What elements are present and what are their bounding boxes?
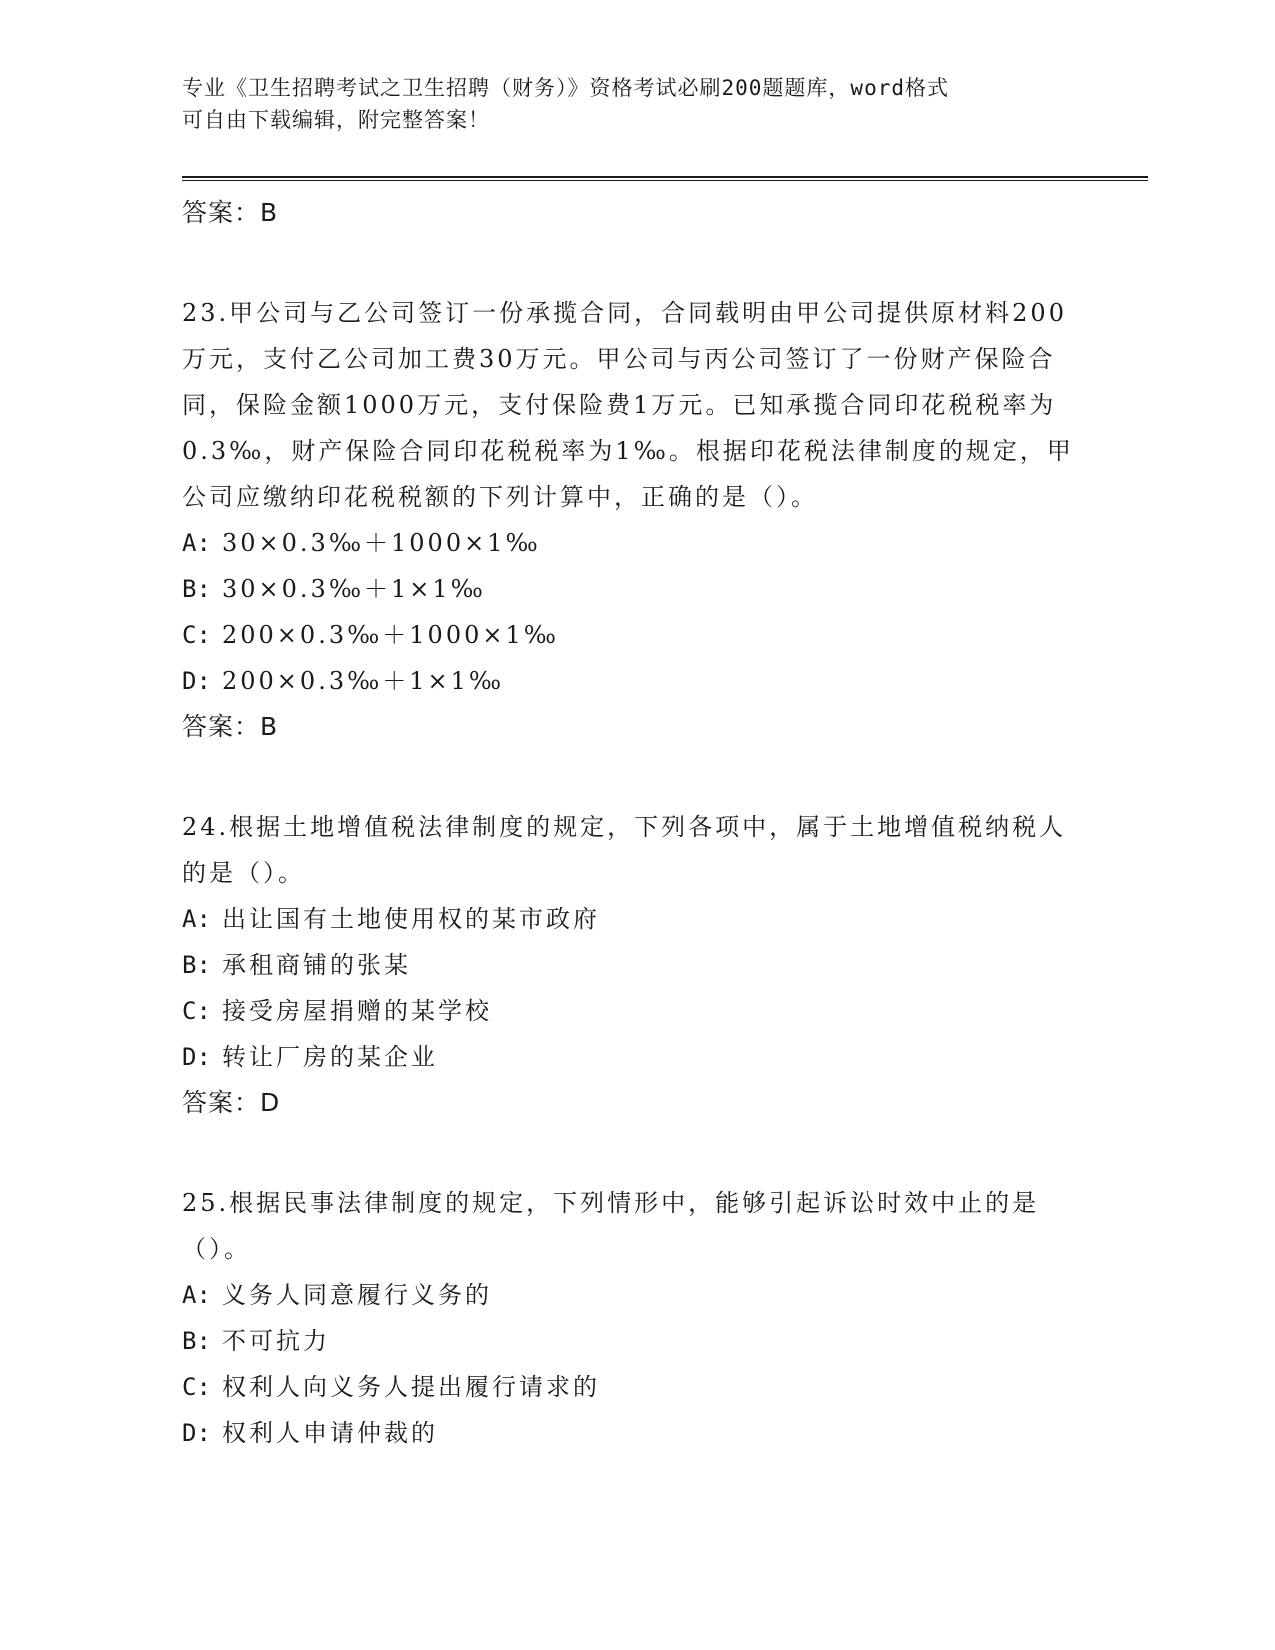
option-b xyxy=(182,942,1082,988)
option-c xyxy=(182,612,1082,658)
header-line-1: 专业《卫生招聘考试之卫生招聘（财务）》资格考试必刷200题题库，word格式 xyxy=(182,76,949,100)
option-b xyxy=(182,566,1082,612)
option-text: 权利人向义务人提出履行请求的 xyxy=(222,1373,600,1401)
question-25 xyxy=(182,1180,1082,1456)
option-text: 权利人申请仲裁的 xyxy=(222,1419,438,1447)
question-24 xyxy=(182,804,1082,1126)
option-text: 200×0.3‰＋1×1‰ xyxy=(222,667,505,695)
option-letter: D: xyxy=(182,1419,211,1447)
option-text: 义务人同意履行义务的 xyxy=(222,1281,492,1309)
option-text: 承租商铺的张某 xyxy=(222,951,411,979)
header-divider xyxy=(182,176,1148,181)
option-a xyxy=(182,1272,1082,1318)
option-a xyxy=(182,520,1082,566)
question-23 xyxy=(182,290,1082,750)
option-d xyxy=(182,658,1082,704)
header-line-2: 可自由下载编辑，附完整答案！ xyxy=(182,108,490,132)
option-letter: A: xyxy=(182,1281,211,1309)
option-letter: C: xyxy=(182,997,211,1025)
option-letter: C: xyxy=(182,621,211,649)
option-letter: D: xyxy=(182,1043,211,1071)
question-stem: 25.根据民事法律制度的规定，下列情形中，能够引起诉讼时效中止的是（）。 xyxy=(182,1189,1040,1263)
option-letter: B: xyxy=(182,951,211,979)
answer-label: 答案：D xyxy=(182,1088,281,1117)
option-text: 接受房屋捐赠的某学校 xyxy=(222,997,492,1025)
option-text: 转让厂房的某企业 xyxy=(222,1043,438,1071)
option-text: 200×0.3‰＋1000×1‰ xyxy=(222,621,559,649)
option-letter: C: xyxy=(182,1373,211,1401)
option-c xyxy=(182,988,1082,1034)
answer-label: 答案：B xyxy=(182,712,279,741)
option-text: 30×0.3‰＋1×1‰ xyxy=(222,575,486,603)
option-d xyxy=(182,1034,1082,1080)
option-letter: B: xyxy=(182,575,211,603)
option-letter: A: xyxy=(182,529,211,557)
document-header xyxy=(182,72,1062,136)
option-letter: D: xyxy=(182,667,211,695)
document-body xyxy=(182,190,1082,1510)
answer-label: 答案：B xyxy=(182,198,279,227)
option-d xyxy=(182,1410,1082,1456)
option-text: 30×0.3‰＋1000×1‰ xyxy=(222,529,541,557)
question-stem: 24.根据土地增值税法律制度的规定，下列各项中，属于土地增值税纳税人的是（）。 xyxy=(182,813,1067,887)
option-letter: B: xyxy=(182,1327,211,1355)
question-stem: 23.甲公司与乙公司签订一份承揽合同，合同载明由甲公司提供原材料200万元，支付乙公司加工费30万元。甲公司与丙公司签订了一份财产保险合同，保险金额1000万元，支付保险费1万元。已知承揽合同印花税税率为0.3‰，财产保险合同印花税税率为1‰。根据印花税法律制度的规定，甲公司应缴纳印花税税额的下列计算中，正确的是（）。 xyxy=(182,299,1074,511)
option-text: 不可抗力 xyxy=(222,1327,330,1355)
option-c xyxy=(182,1364,1082,1410)
option-b xyxy=(182,1318,1082,1364)
option-a xyxy=(182,896,1082,942)
option-letter: A: xyxy=(182,905,211,933)
option-text: 出让国有土地使用权的某市政府 xyxy=(222,905,600,933)
